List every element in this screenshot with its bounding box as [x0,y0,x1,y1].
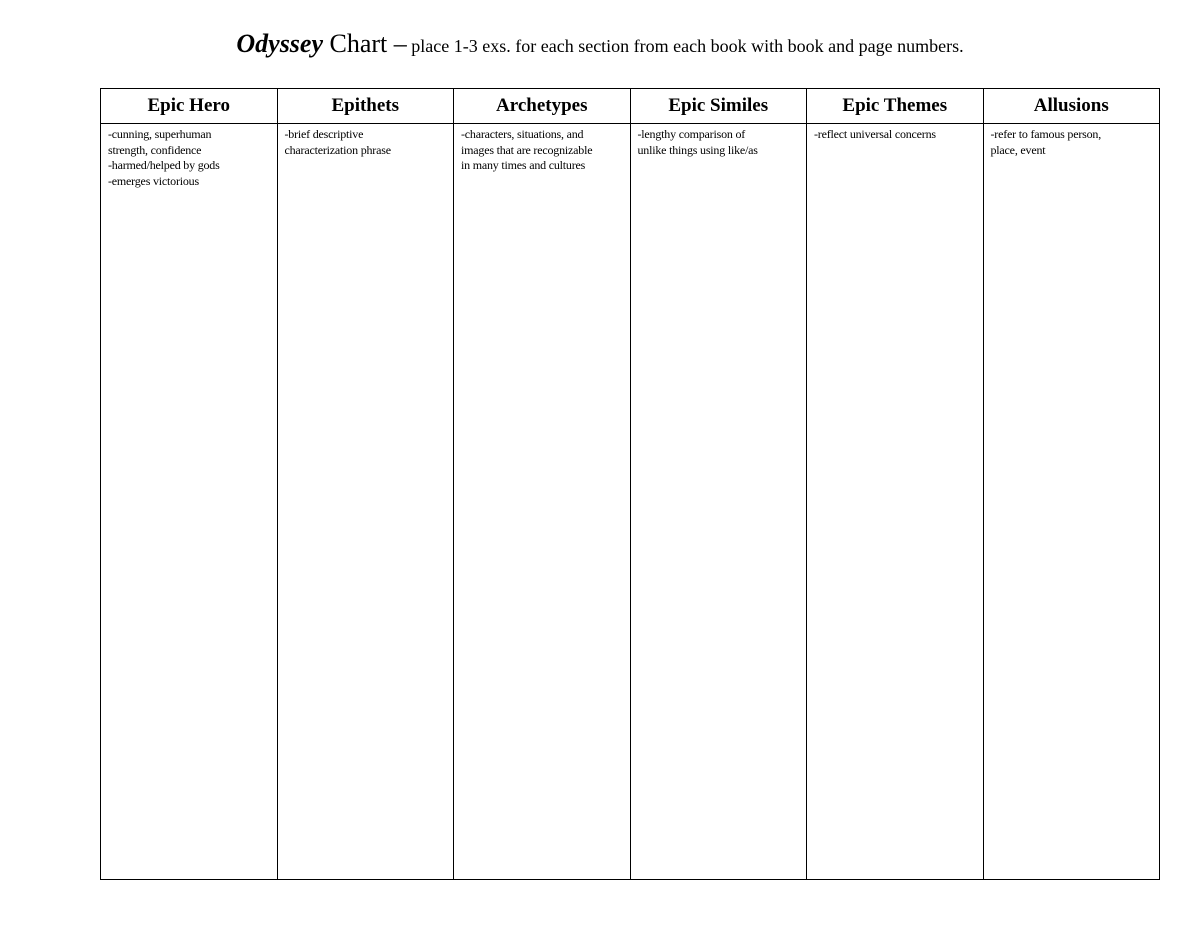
header-allusions: Allusions [983,89,1160,124]
header-archetypes: Archetypes [454,89,631,124]
cell-epic-similes[interactable]: -lengthy comparison of unlike things using like/as [630,124,807,880]
cell-epic-themes[interactable]: -reflect universal concerns [807,124,984,880]
header-row [101,89,1160,124]
title-italic: Odyssey [236,29,324,58]
header-epithets: Epithets [277,89,454,124]
cell-epithets[interactable]: -brief descriptive characterization phrase [277,124,454,880]
content-row [101,124,1160,880]
header-epic-similes: Epic Similes [630,89,807,124]
page-title [0,26,1200,66]
title-instructions: place 1-3 exs. for each section from each book with book and page numbers. [406,36,964,56]
header-epic-hero: Epic Hero [101,89,278,124]
odyssey-chart-table [100,88,1160,880]
header-epic-themes: Epic Themes [807,89,984,124]
cell-epic-hero[interactable]: -cunning, superhuman strength, confidence -harmed/helped by gods -emerges victorious [101,124,278,880]
title-main: Chart [323,29,394,58]
title-dash: – [393,29,407,58]
cell-allusions[interactable]: -refer to famous person, place, event [983,124,1160,880]
cell-archetypes[interactable]: -characters, situations, and images that are recognizable in many times and cultures [454,124,631,880]
